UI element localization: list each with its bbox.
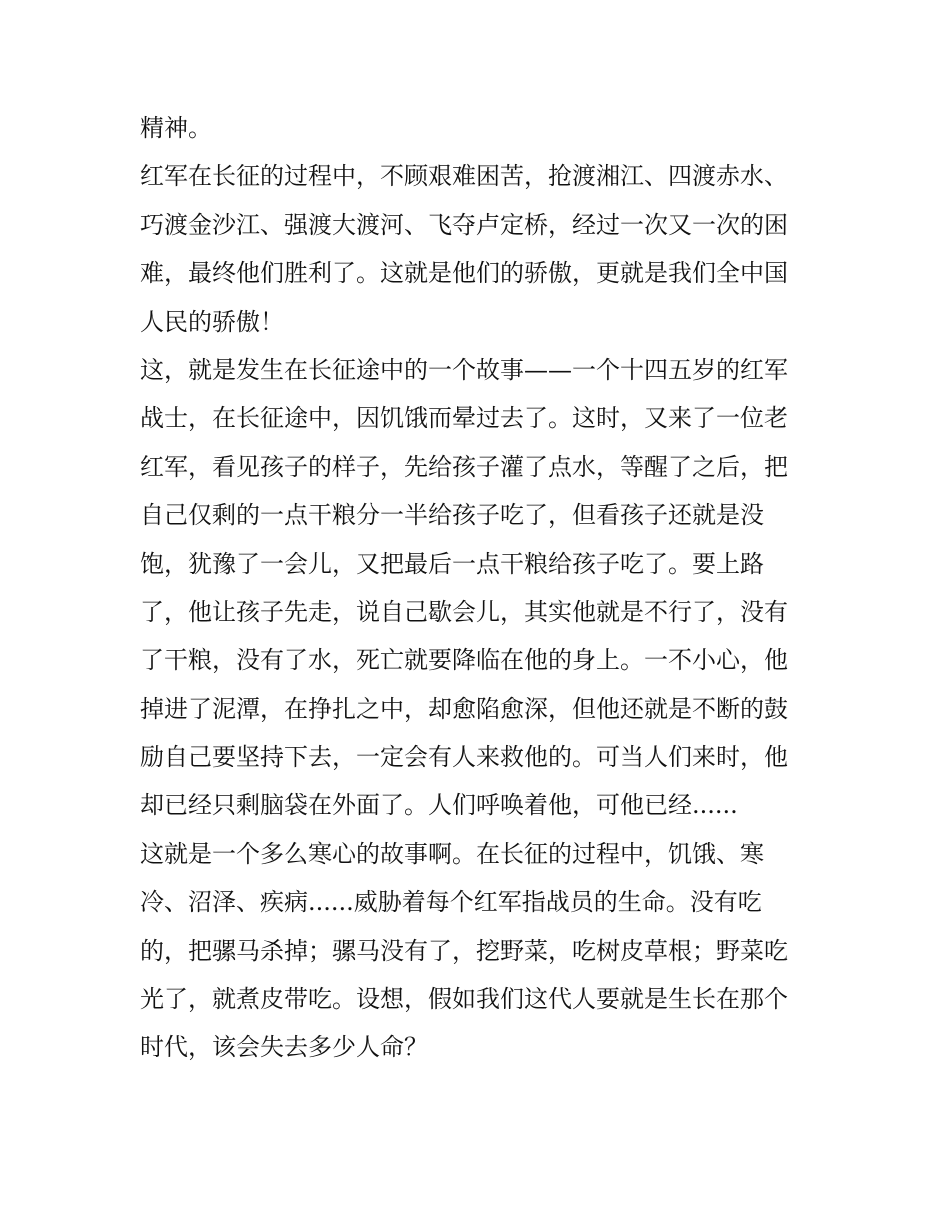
text-line: 难，最终他们胜利了。这就是他们的骄傲，更就是我们全中国 xyxy=(140,259,788,288)
text-line: 的，把骡马杀掉；骡马没有了，挖野菜，吃树皮草根；野菜吃 xyxy=(140,936,788,965)
text-line: 红军在长征的过程中，不顾艰难困苦，抢渡湘江、四渡赤水、 xyxy=(140,162,788,191)
text-line: 时代，该会失去多少人命？ xyxy=(140,1033,428,1062)
text-line: 却已经只剩脑袋在外面了。人们呼唤着他，可他已经...... xyxy=(140,791,738,820)
text-line: 了干粮，没有了水，死亡就要降临在他的身上。一不小心，他 xyxy=(140,646,788,675)
text-line: 自己仅剩的一点干粮分一半给孩子吃了，但看孩子还就是没 xyxy=(140,501,764,530)
text-line: 掉进了泥潭，在挣扎之中，却愈陷愈深，但他还就是不断的鼓 xyxy=(140,694,788,723)
text-line: 这就是一个多么寒心的故事啊。在长征的过程中，饥饿、寒 xyxy=(140,839,764,868)
text-line: 了，他让孩子先走，说自己歇会儿，其实他就是不行了，没有 xyxy=(140,597,788,626)
text-line: 战士，在长征途中，因饥饿而晕过去了。这时，又来了一位老 xyxy=(140,404,788,433)
text-line: 精神。 xyxy=(140,114,212,142)
text-line: 冷、沼泽、疾病......威胁着每个红军指战员的生命。没有吃 xyxy=(140,888,762,917)
text-line: 励自己要坚持下去，一定会有人来救他的。可当人们来时，他 xyxy=(140,743,788,772)
text-line: 红军，看见孩子的样子，先给孩子灌了点水，等醒了之后，把 xyxy=(140,452,788,481)
text-line: 人民的骄傲！ xyxy=(140,307,284,336)
text-line: 这，就是发生在长征途中的一个故事——一个十四五岁的红军 xyxy=(140,355,788,384)
text-line: 饱，犹豫了一会儿，又把最后一点干粮给孩子吃了。要上路 xyxy=(140,549,764,578)
text-line: 光了，就煮皮带吃。设想，假如我们这代人要就是生长在那个 xyxy=(140,985,788,1014)
text-line: 巧渡金沙江、强渡大渡河、飞夺卢定桥，经过一次又一次的困 xyxy=(140,210,788,239)
body-text xyxy=(140,104,820,1072)
